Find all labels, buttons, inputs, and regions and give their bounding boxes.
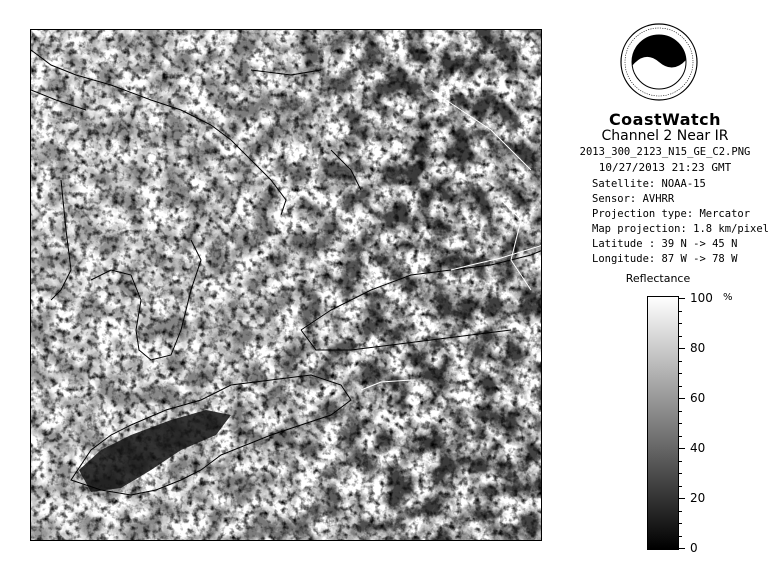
legend-tick-label: 60 [690, 391, 706, 405]
noaa-seal [619, 20, 699, 108]
legend-minor-tick [679, 461, 682, 462]
legend-tick-mark [679, 448, 685, 449]
legend-minor-tick [679, 323, 682, 324]
meta-map-projection: Map projection: 1.8 km/pixel [592, 223, 770, 235]
legend-unit: % [723, 292, 733, 303]
legend-minor-tick [679, 411, 682, 412]
noaa-logo [619, 20, 699, 108]
datetime-label: 10/27/2013 21:23 GMT [598, 161, 732, 174]
legend-tick-mark [679, 498, 685, 499]
legend-minor-tick [679, 436, 682, 437]
satellite-image [30, 29, 542, 541]
legend-tick-label: 100 [690, 291, 713, 305]
meta-latitude: Latitude : 39 N -> 45 N [592, 238, 738, 250]
meta-sensor: Sensor: AVHRR [592, 193, 675, 205]
filename-label: 2013_300_2123_N15_GE_C2.PNG [579, 146, 751, 158]
legend-tick-label: 0 [690, 541, 698, 555]
legend-minor-tick [679, 373, 682, 374]
legend-tick-label: 40 [690, 441, 706, 455]
legend-tick-mark [679, 298, 685, 299]
legend-title: Reflectance [625, 272, 691, 285]
meta-projection: Projection type: Mercator [592, 208, 751, 220]
legend-minor-tick [679, 386, 682, 387]
legend-tick-mark [679, 398, 685, 399]
satellite-imagery [31, 30, 542, 541]
legend-minor-tick [679, 536, 682, 537]
legend-tick-label: 80 [690, 341, 706, 355]
legend-minor-tick [679, 473, 682, 474]
legend-tick-label: 20 [690, 491, 706, 505]
legend-tick-mark [679, 348, 685, 349]
legend-minor-tick [679, 361, 682, 362]
meta-satellite: Satellite: NOAA-15 [592, 178, 706, 190]
brand-title: CoastWatch [608, 110, 722, 129]
legend-tick-mark [679, 548, 685, 549]
legend-minor-tick [679, 423, 682, 424]
legend-minor-tick [679, 523, 682, 524]
legend-minor-tick [679, 311, 682, 312]
meta-longitude: Longitude: 87 W -> 78 W [592, 253, 738, 265]
legend-minor-tick [679, 511, 682, 512]
channel-label: Channel 2 Near IR [601, 128, 729, 144]
legend-minor-tick [679, 486, 682, 487]
legend-minor-tick [679, 336, 682, 337]
reflectance-colorbar [647, 296, 679, 550]
